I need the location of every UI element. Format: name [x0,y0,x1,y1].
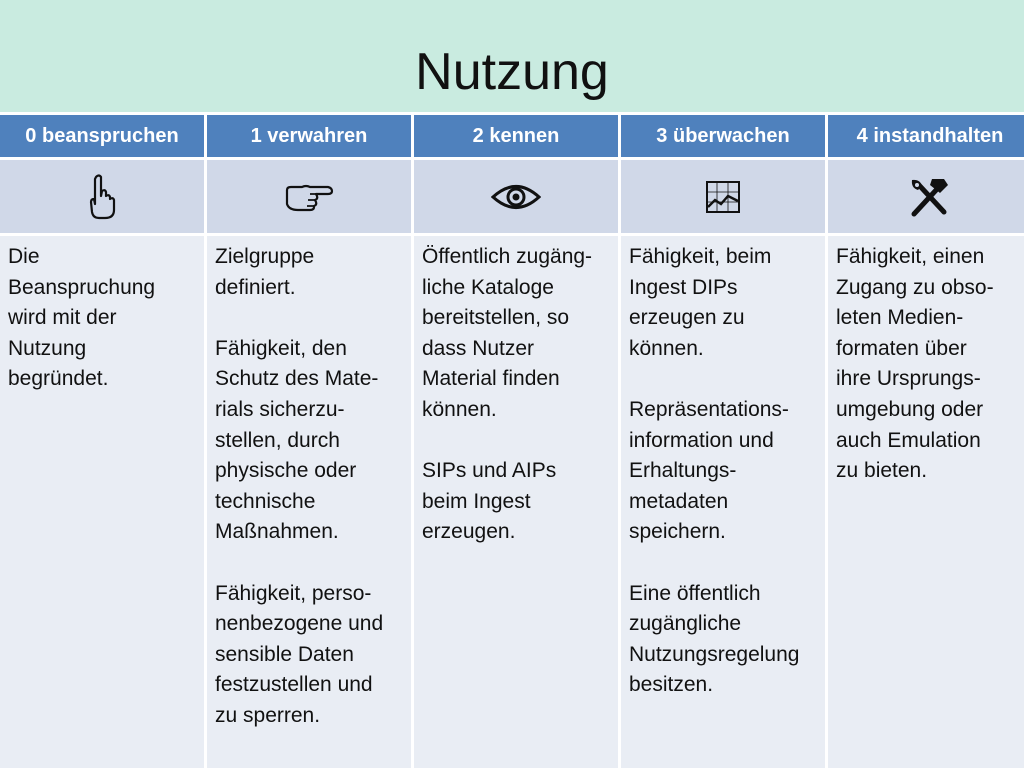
column-header-ueberwachen: 3 überwachen [621,115,825,157]
line-chart-icon [705,180,741,214]
text-cell-ueberwachen: Fähigkeit, beim Ingest DIPs erzeugen zu können. Repräsentations- information und Erhaltungs- metadaten speichern. Eine öffentlich zugängliche Nutzungsregelung besitzen. [621,236,825,768]
icon-cell-verwahren [207,160,411,233]
column-header-instandhalten: 4 instandhalten [828,115,1024,157]
text-cell-instandhalten: Fähigkeit, einen Zugang zu obso- leten Medien- formaten über ihre Ursprungs- umgebung oder auch Emulation zu bieten. [828,236,1024,768]
column-header-beanspruchen: 0 beanspruchen [0,115,204,157]
icon-cell-kennen [414,160,618,233]
text-cell-beanspruchen: Die Beanspruchung wird mit der Nutzung begründet. [0,236,204,768]
column-header-kennen: 2 kennen [414,115,618,157]
hand-right-icon [284,182,334,212]
icon-cell-instandhalten [828,160,1024,233]
column-header-verwahren: 1 verwahren [207,115,411,157]
eye-icon [491,182,541,212]
hammer-wrench-icon [908,176,952,218]
header-row [0,115,1024,157]
text-cell-verwahren: Zielgruppe definiert. Fähigkeit, den Schutz des Mate- rials sicherzu- stellen, durch physische oder technische Maßnahmen. Fähigkeit, perso- nenbezogene und sensible Daten festzustellen und zu sperren. [207,236,411,768]
text-row [0,236,1024,768]
nutzung-table [0,112,1024,768]
pointing-hand-icon [87,174,117,220]
slide-title: Nutzung [415,43,609,101]
text-cell-kennen: Öffentlich zugäng- liche Kataloge bereitstellen, so dass Nutzer Material finden können. SIPs und AIPs beim Ingest erzeugen. [414,236,618,768]
icon-row [0,160,1024,233]
icon-cell-beanspruchen [0,160,204,233]
icon-cell-ueberwachen [621,160,825,233]
